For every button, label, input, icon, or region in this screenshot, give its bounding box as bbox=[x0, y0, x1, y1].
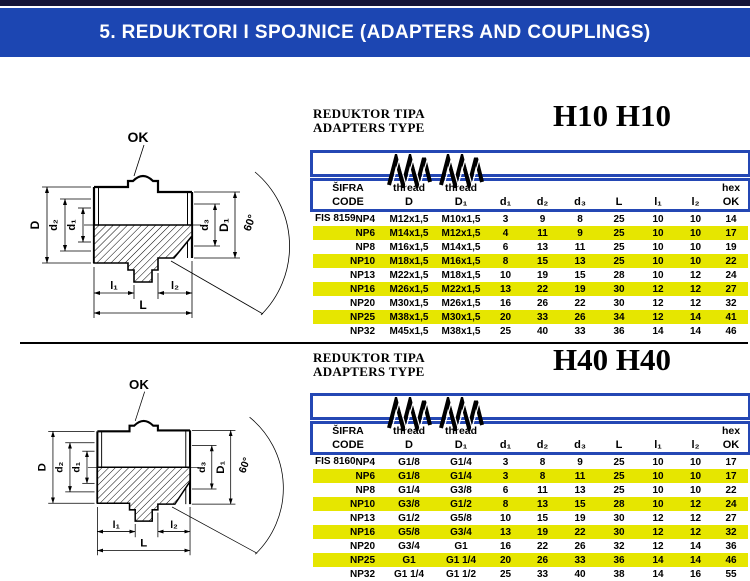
col-header-D: D bbox=[405, 438, 413, 451]
value-cell: 14 bbox=[652, 554, 664, 566]
header-row-2 bbox=[313, 437, 748, 452]
value-cell: 11 bbox=[574, 241, 586, 253]
label-angle: 60° bbox=[241, 213, 259, 233]
value-cell: 25 bbox=[613, 241, 625, 253]
value-cell: 30 bbox=[613, 526, 625, 538]
value-cell: M30x1,5 bbox=[441, 311, 481, 323]
value-cell: 8 bbox=[502, 255, 509, 267]
col-header-thread-d: thread bbox=[392, 182, 426, 194]
value-cell: 55 bbox=[725, 568, 737, 580]
col-header-l2: l₂ bbox=[691, 195, 700, 208]
value-cell: M26x1,5 bbox=[441, 297, 481, 309]
h10-technical-drawing bbox=[6, 120, 306, 340]
value-cell: 10 bbox=[689, 227, 702, 239]
label-d2: d₂ bbox=[48, 219, 60, 231]
value-cell: 24 bbox=[725, 498, 737, 510]
col-header-code: CODE bbox=[332, 438, 364, 451]
col-header-hex: hex bbox=[721, 425, 741, 437]
value-cell: 6 bbox=[502, 484, 509, 496]
label-ok: OK bbox=[129, 376, 149, 392]
type-label-line1: REDUKTOR TIPA bbox=[313, 106, 425, 121]
value-cell: G1 1/4 bbox=[393, 568, 425, 580]
value-cell: 46 bbox=[725, 554, 737, 566]
col-header-l1: l₁ bbox=[654, 438, 662, 451]
col-header-d3: d₃ bbox=[574, 195, 586, 208]
value-cell: M30x1,5 bbox=[389, 297, 429, 309]
value-cell: 8 bbox=[502, 498, 509, 510]
page-top-strip bbox=[0, 0, 750, 6]
value-cell: 12 bbox=[689, 269, 702, 281]
value-cell: 19 bbox=[725, 241, 737, 253]
value-cell: 17 bbox=[725, 470, 737, 482]
label-L: L bbox=[140, 537, 148, 550]
table-row bbox=[313, 455, 748, 469]
value-cell: 36 bbox=[613, 554, 625, 566]
value-cell: M14x1,5 bbox=[441, 241, 481, 253]
value-cell: G1/4 bbox=[450, 456, 472, 468]
value-cell: 33 bbox=[574, 325, 586, 337]
value-cell: 33 bbox=[574, 554, 586, 566]
value-cell: 33 bbox=[536, 568, 549, 580]
value-cell: G1 bbox=[454, 540, 468, 552]
np-code: NP6 bbox=[355, 227, 375, 239]
thread-icon bbox=[386, 154, 432, 188]
value-cell: 8 bbox=[539, 456, 546, 468]
value-cell: G1/2 bbox=[398, 512, 420, 524]
type-label-line2: ADAPTERS TYPE bbox=[313, 364, 425, 379]
col-header-l1: l₁ bbox=[654, 195, 662, 208]
section2-model-title: H40 H40 bbox=[553, 342, 671, 377]
label-D: D bbox=[36, 463, 49, 472]
value-cell: 32 bbox=[725, 526, 737, 538]
value-cell: G1/8 bbox=[398, 470, 420, 482]
thread-icon-band bbox=[310, 150, 750, 177]
value-cell: 16 bbox=[499, 540, 512, 552]
table-row bbox=[313, 324, 748, 338]
table-row bbox=[313, 296, 748, 310]
value-cell: 14 bbox=[689, 554, 702, 566]
value-cell: 12 bbox=[652, 311, 664, 323]
value-cell: 12 bbox=[689, 297, 702, 309]
value-cell: 10 bbox=[652, 470, 664, 482]
value-cell: 26 bbox=[536, 297, 549, 309]
value-cell: 28 bbox=[613, 498, 625, 510]
value-cell: 13 bbox=[574, 484, 586, 496]
value-cell: 22 bbox=[536, 283, 549, 295]
table-row bbox=[313, 483, 748, 497]
code-cell bbox=[313, 212, 383, 226]
value-cell: 19 bbox=[574, 512, 586, 524]
col-header-sifra: ŠIFRA bbox=[332, 182, 364, 194]
value-cell: 33 bbox=[536, 311, 549, 323]
table-row bbox=[313, 212, 748, 226]
value-cell: 12 bbox=[652, 283, 664, 295]
value-cell: 20 bbox=[499, 554, 512, 566]
value-cell: 34 bbox=[613, 311, 625, 323]
value-cell: G1 1/2 bbox=[445, 568, 477, 580]
value-cell: M45x1,5 bbox=[389, 325, 429, 337]
value-cell: G5/8 bbox=[450, 512, 472, 524]
label-d1: d₁ bbox=[71, 461, 83, 473]
value-cell: M22x1,5 bbox=[441, 283, 481, 295]
value-cell: 27 bbox=[725, 283, 737, 295]
value-cell: 12 bbox=[652, 512, 664, 524]
section1-model-title: H10 H10 bbox=[553, 98, 671, 133]
code-cell bbox=[313, 553, 383, 567]
value-cell: 3 bbox=[502, 456, 509, 468]
value-cell: G3/8 bbox=[398, 498, 420, 510]
label-L: L bbox=[139, 298, 147, 312]
value-cell: 25 bbox=[613, 456, 625, 468]
value-cell: 22 bbox=[536, 540, 549, 552]
label-l2: l₂ bbox=[170, 519, 178, 531]
np-code: NP4 bbox=[355, 213, 375, 225]
np-code: NP16 bbox=[349, 526, 375, 538]
table-header-box bbox=[310, 421, 750, 455]
col-header-D1: D₁ bbox=[454, 438, 468, 451]
value-cell: 22 bbox=[725, 484, 737, 496]
header-row-1 bbox=[313, 181, 748, 194]
h40-technical-drawing bbox=[6, 368, 306, 576]
value-cell: 10 bbox=[499, 512, 512, 524]
label-l1: l₁ bbox=[110, 280, 118, 292]
value-cell: 25 bbox=[613, 227, 625, 239]
np-code: NP13 bbox=[349, 269, 375, 281]
value-cell: G1 bbox=[402, 554, 416, 566]
value-cell: 38 bbox=[613, 568, 625, 580]
code-cell bbox=[313, 268, 383, 282]
table-row bbox=[313, 254, 748, 268]
label-l1: l₁ bbox=[112, 519, 120, 531]
col-header-hex: hex bbox=[721, 182, 741, 194]
value-cell: 10 bbox=[652, 456, 664, 468]
col-header-code: CODE bbox=[332, 195, 364, 208]
label-l2: l₂ bbox=[171, 280, 179, 292]
np-code: NP16 bbox=[349, 283, 375, 295]
table-row bbox=[313, 539, 748, 553]
value-cell: 25 bbox=[613, 470, 625, 482]
h10-data-table bbox=[313, 212, 748, 338]
value-cell: 22 bbox=[725, 255, 737, 267]
value-cell: 10 bbox=[652, 227, 664, 239]
value-cell: G1/8 bbox=[398, 456, 420, 468]
np-code: NP32 bbox=[349, 325, 375, 337]
value-cell: 17 bbox=[725, 456, 737, 468]
table-row bbox=[313, 497, 748, 511]
value-cell: 4 bbox=[502, 227, 509, 239]
value-cell: 25 bbox=[613, 484, 625, 496]
col-header-d3: d₃ bbox=[574, 438, 586, 451]
label-ok: OK bbox=[127, 129, 149, 145]
value-cell: 36 bbox=[613, 325, 625, 337]
value-cell: 10 bbox=[652, 213, 664, 225]
value-cell: 6 bbox=[502, 241, 509, 253]
value-cell: 8 bbox=[577, 213, 583, 225]
label-angle: 60° bbox=[237, 456, 254, 475]
table-row bbox=[313, 310, 748, 324]
value-cell: 12 bbox=[652, 526, 664, 538]
value-cell: 10 bbox=[689, 241, 702, 253]
value-cell: 12 bbox=[689, 283, 702, 295]
table-row bbox=[313, 282, 748, 296]
value-cell: G1 1/4 bbox=[445, 554, 477, 566]
np-code: NP25 bbox=[349, 554, 375, 566]
np-code: NP25 bbox=[349, 311, 375, 323]
table-row bbox=[313, 268, 748, 282]
value-cell: 14 bbox=[652, 325, 664, 337]
value-cell: M14x1,5 bbox=[389, 227, 429, 239]
code-cell bbox=[313, 240, 383, 254]
col-header-L: L bbox=[615, 438, 623, 451]
value-cell: 30 bbox=[613, 283, 625, 295]
value-cell: 10 bbox=[689, 255, 702, 267]
value-cell: G1/2 bbox=[450, 498, 472, 510]
col-header-D: D bbox=[405, 195, 413, 208]
value-cell: G3/4 bbox=[398, 540, 420, 552]
value-cell: 14 bbox=[689, 540, 702, 552]
value-cell: 26 bbox=[574, 540, 586, 552]
value-cell: 25 bbox=[613, 213, 625, 225]
col-header-d1: d₁ bbox=[499, 438, 512, 451]
value-cell: 14 bbox=[689, 311, 702, 323]
np-code: NP20 bbox=[349, 540, 375, 552]
value-cell: 10 bbox=[689, 456, 702, 468]
np-code: NP20 bbox=[349, 297, 375, 309]
table-row bbox=[313, 226, 748, 240]
value-cell: G1/4 bbox=[398, 484, 420, 496]
value-cell: 9 bbox=[577, 227, 583, 239]
value-cell: 13 bbox=[499, 283, 512, 295]
code-cell bbox=[313, 296, 383, 310]
value-cell: M38x1,5 bbox=[389, 311, 429, 323]
drawing-labels bbox=[36, 377, 253, 550]
value-cell: 25 bbox=[613, 255, 625, 267]
value-cell: 12 bbox=[689, 512, 702, 524]
thread-icon bbox=[438, 397, 484, 431]
value-cell: 32 bbox=[613, 540, 625, 552]
value-cell: 16 bbox=[689, 568, 702, 580]
value-cell: M16x1,5 bbox=[389, 241, 429, 253]
value-cell: 28 bbox=[613, 269, 625, 281]
value-cell: 17 bbox=[725, 227, 737, 239]
thread-icon-band bbox=[310, 393, 750, 420]
code-cell bbox=[313, 324, 383, 338]
value-cell: 15 bbox=[574, 269, 586, 281]
label-D1: D₁ bbox=[215, 460, 228, 474]
type-label-line1: REDUKTOR TIPA bbox=[313, 350, 425, 365]
value-cell: 36 bbox=[725, 540, 737, 552]
value-cell: 10 bbox=[652, 269, 664, 281]
value-cell: G3/8 bbox=[450, 484, 472, 496]
value-cell: 12 bbox=[689, 498, 702, 510]
code-cell bbox=[313, 511, 383, 525]
value-cell: M26x1,5 bbox=[389, 283, 429, 295]
value-cell: 10 bbox=[689, 470, 702, 482]
value-cell: 12 bbox=[652, 297, 664, 309]
col-header-d2: d₂ bbox=[536, 438, 549, 451]
fis-prefix: FIS 8160 bbox=[315, 456, 356, 467]
value-cell: 24 bbox=[725, 269, 737, 281]
value-cell: 26 bbox=[536, 554, 549, 566]
value-cell: 10 bbox=[689, 484, 702, 496]
value-cell: 15 bbox=[536, 255, 549, 267]
value-cell: 25 bbox=[499, 325, 512, 337]
code-cell bbox=[313, 525, 383, 539]
np-code: NP6 bbox=[355, 470, 375, 482]
drawing-body bbox=[88, 421, 200, 521]
section2-type-label bbox=[313, 351, 425, 379]
value-cell: 19 bbox=[574, 283, 586, 295]
value-cell: 13 bbox=[499, 526, 512, 538]
value-cell: 40 bbox=[536, 325, 549, 337]
value-cell: 22 bbox=[574, 297, 586, 309]
code-cell bbox=[313, 483, 383, 497]
value-cell: 26 bbox=[574, 311, 586, 323]
value-cell: M22x1,5 bbox=[389, 269, 429, 281]
value-cell: M12x1,5 bbox=[389, 213, 429, 225]
col-header-D1: D₁ bbox=[454, 195, 468, 208]
value-cell: M38x1,5 bbox=[441, 325, 481, 337]
col-header-thread-d1: thread bbox=[444, 182, 478, 194]
value-cell: 3 bbox=[502, 470, 509, 482]
label-D: D bbox=[28, 220, 42, 230]
value-cell: 14 bbox=[725, 213, 737, 225]
value-cell: 27 bbox=[725, 512, 737, 524]
code-cell bbox=[313, 469, 383, 483]
col-header-OK: OK bbox=[722, 195, 740, 208]
table-header-box bbox=[310, 178, 750, 212]
table-row bbox=[313, 553, 748, 567]
drawing-labels bbox=[28, 129, 259, 312]
value-cell: 10 bbox=[652, 498, 664, 510]
value-cell: 19 bbox=[536, 269, 549, 281]
table-row bbox=[313, 511, 748, 525]
value-cell: G3/4 bbox=[450, 526, 472, 538]
label-d2: d₂ bbox=[54, 461, 66, 473]
table-row bbox=[313, 240, 748, 254]
code-cell bbox=[313, 282, 383, 296]
page-title: 5. REDUKTORI I SPOJNICE (ADAPTERS AND COUPLINGS) bbox=[99, 21, 651, 43]
value-cell: 9 bbox=[577, 456, 583, 468]
np-code: NP32 bbox=[349, 568, 375, 580]
value-cell: 10 bbox=[652, 255, 664, 267]
code-cell bbox=[313, 226, 383, 240]
page-title-bar bbox=[0, 8, 750, 57]
code-cell bbox=[313, 254, 383, 268]
col-header-thread-d: thread bbox=[392, 425, 426, 437]
table-row bbox=[313, 525, 748, 539]
value-cell: 15 bbox=[536, 512, 549, 524]
value-cell: M16x1,5 bbox=[441, 255, 481, 267]
code-cell bbox=[313, 310, 383, 324]
value-cell: 9 bbox=[539, 213, 546, 225]
col-header-sifra: ŠIFRA bbox=[332, 425, 364, 437]
label-d3: d₃ bbox=[199, 219, 211, 231]
value-cell: G5/8 bbox=[398, 526, 420, 538]
section1-type-label bbox=[313, 107, 425, 135]
value-cell: 30 bbox=[613, 297, 625, 309]
value-cell: 12 bbox=[689, 526, 702, 538]
col-header-L: L bbox=[615, 195, 623, 208]
value-cell: 22 bbox=[574, 526, 586, 538]
col-header-OK: OK bbox=[722, 438, 740, 451]
h40-data-table bbox=[313, 455, 748, 581]
value-cell: 14 bbox=[689, 325, 702, 337]
label-D1: D₁ bbox=[217, 218, 231, 232]
value-cell: 8 bbox=[539, 470, 546, 482]
h10-spec-table bbox=[310, 150, 750, 338]
value-cell: 10 bbox=[499, 269, 512, 281]
np-code: NP8 bbox=[355, 484, 375, 496]
value-cell: 14 bbox=[652, 568, 664, 580]
value-cell: 11 bbox=[537, 227, 548, 239]
value-cell: 13 bbox=[574, 255, 586, 267]
value-cell: 25 bbox=[499, 568, 512, 580]
value-cell: 40 bbox=[574, 568, 586, 580]
value-cell: 10 bbox=[689, 213, 702, 225]
value-cell: 41 bbox=[725, 311, 737, 323]
np-code: NP4 bbox=[355, 456, 375, 468]
col-header-d1: d₁ bbox=[499, 195, 512, 208]
table-row bbox=[313, 469, 748, 483]
value-cell: M10x1,5 bbox=[441, 213, 481, 225]
value-cell: 15 bbox=[574, 498, 586, 510]
value-cell: 46 bbox=[725, 325, 737, 337]
thread-icon bbox=[386, 397, 432, 431]
value-cell: 13 bbox=[536, 241, 549, 253]
value-cell: 13 bbox=[536, 498, 549, 510]
value-cell: 16 bbox=[499, 297, 512, 309]
value-cell: 12 bbox=[652, 540, 664, 552]
h40-spec-table bbox=[310, 393, 750, 581]
value-cell: M18x1,5 bbox=[389, 255, 429, 267]
col-header-d2: d₂ bbox=[536, 195, 549, 208]
value-cell: 11 bbox=[537, 484, 548, 496]
value-cell: 32 bbox=[725, 297, 737, 309]
value-cell: 19 bbox=[536, 526, 549, 538]
thread-icon bbox=[438, 154, 484, 188]
col-header-thread-d1: thread bbox=[444, 425, 478, 437]
header-row-1 bbox=[313, 424, 748, 437]
code-cell bbox=[313, 539, 383, 553]
label-d1: d₁ bbox=[66, 219, 78, 231]
code-cell bbox=[313, 497, 383, 511]
np-code: NP13 bbox=[349, 512, 375, 524]
type-label-line2: ADAPTERS TYPE bbox=[313, 120, 425, 135]
np-code: NP10 bbox=[349, 255, 375, 267]
value-cell: 10 bbox=[652, 241, 664, 253]
drawing-body bbox=[84, 176, 202, 282]
value-cell: M12x1,5 bbox=[441, 227, 481, 239]
label-d3: d₃ bbox=[197, 461, 209, 473]
header-row-2 bbox=[313, 194, 748, 209]
np-code: NP10 bbox=[349, 498, 375, 510]
value-cell: 10 bbox=[652, 484, 664, 496]
value-cell: M18x1,5 bbox=[441, 269, 481, 281]
value-cell: G1/4 bbox=[450, 470, 472, 482]
np-code: NP8 bbox=[355, 241, 375, 253]
value-cell: 30 bbox=[613, 512, 625, 524]
value-cell: 20 bbox=[499, 311, 512, 323]
col-header-l2: l₂ bbox=[691, 438, 700, 451]
value-cell: 11 bbox=[574, 470, 586, 482]
value-cell: 3 bbox=[502, 213, 509, 225]
code-cell bbox=[313, 455, 383, 469]
fis-prefix: FIS 8159 bbox=[315, 213, 356, 224]
